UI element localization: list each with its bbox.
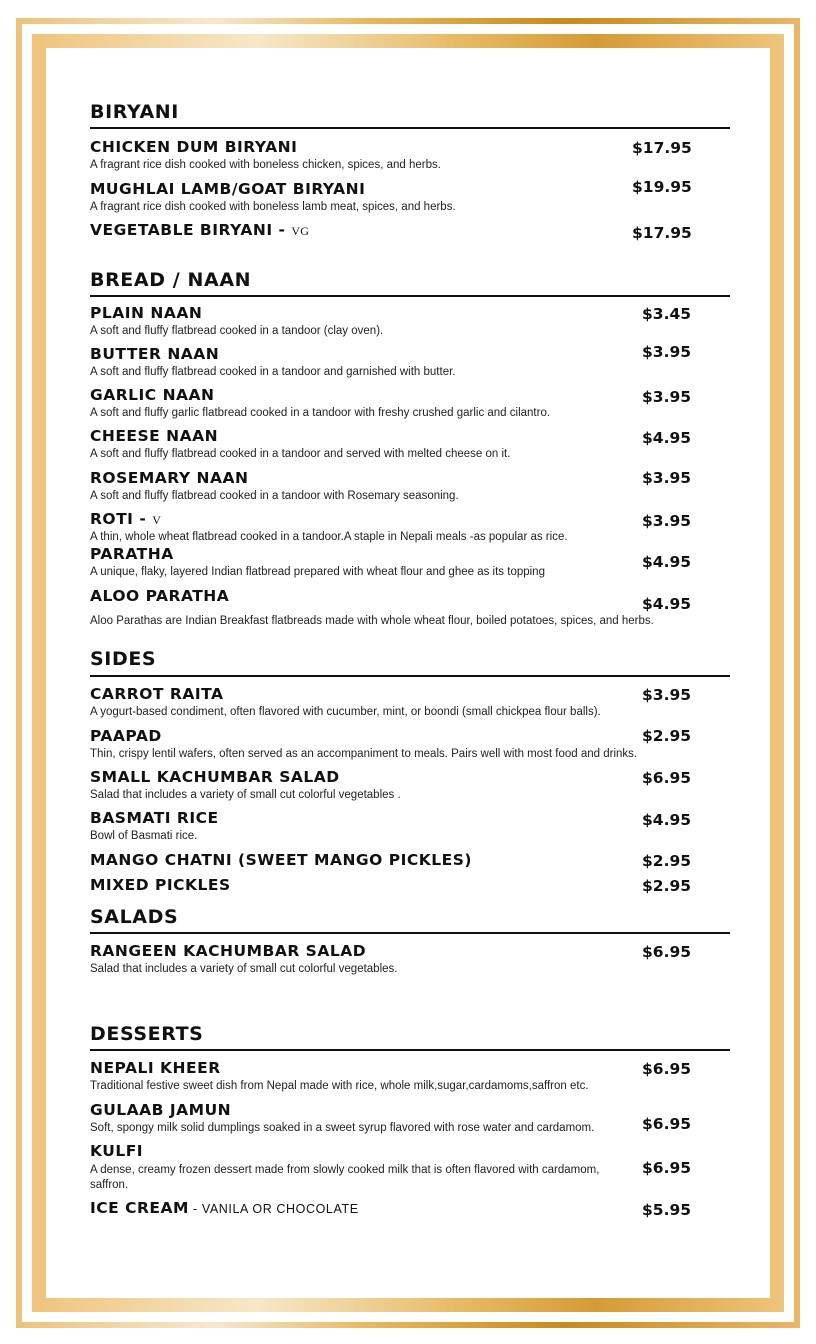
item-desc-rangeen-kachumbar-salad: Salad that includes a variety of small cut colorful vegetables. (90, 963, 398, 975)
section-title-desserts: DESSERTS (90, 1023, 204, 1045)
item-name-rangeen-kachumbar-salad: RANGEEN KACHUMBAR SALAD (90, 942, 367, 960)
item-price-mughlai-lamb-goat-biryani: $19.95 (632, 178, 692, 196)
item-price-rangeen-kachumbar-salad: $6.95 (642, 943, 692, 961)
item-price-rosemary-naan: $3.95 (642, 469, 692, 487)
item-price-cheese-naan: $4.95 (642, 429, 692, 447)
item-name-mango-chatni: MANGO CHATNI (SWEET MANGO PICKLES) (90, 851, 472, 869)
section-divider (90, 127, 730, 129)
item-desc-kulfi: A dense, creamy frozen dessert made from slowly cooked milk that is often flavored with cardamom, saffron. (90, 1164, 600, 1191)
item-desc-mughlai-lamb-goat-biryani: A fragrant rice dish cooked with boneless lamb meat, spices, and herbs. (90, 201, 456, 213)
section-divider (90, 675, 730, 677)
item-price-small-kachumbar-salad: $6.95 (642, 769, 692, 787)
vegetarian-tag: V (152, 513, 162, 527)
item-price-garlic-naan: $3.95 (642, 388, 692, 406)
item-desc-paapad: Thin, crispy lentil wafers, often served as an accompaniment to meals. Pairs well with most food and drinks. (90, 748, 638, 760)
item-price-nepali-kheer: $6.95 (642, 1060, 692, 1078)
item-desc-butter-naan: A soft and fluffy flatbread cooked in a tandoor and garnished with butter. (90, 366, 456, 378)
item-price-roti: $3.95 (642, 512, 692, 530)
item-name-vegetable-biryani (90, 221, 309, 239)
item-name-carrot-raita: CARROT RAITA (90, 685, 224, 703)
item-name-mughlai-lamb-goat-biryani: MUGHLAI LAMB/GOAT BIRYANI (90, 180, 366, 198)
item-price-paratha: $4.95 (642, 553, 692, 571)
item-price-carrot-raita: $3.95 (642, 686, 692, 704)
item-name-butter-naan: BUTTER NAAN (90, 345, 220, 363)
item-desc-paratha: A unique, flaky, layered Indian flatbread prepared with wheat flour and ghee as its topping (90, 566, 545, 578)
item-price-butter-naan: $3.95 (642, 343, 692, 361)
item-name-chicken-dum-biryani: CHICKEN DUM BIRYANI (90, 138, 298, 156)
section-divider (90, 1049, 730, 1051)
item-name-paapad: PAAPAD (90, 727, 162, 745)
item-desc-chicken-dum-biryani: A fragrant rice dish cooked with boneless chicken, spices, and herbs. (90, 159, 441, 171)
item-name-paratha: PARATHA (90, 545, 174, 563)
item-price-mango-chatni: $2.95 (642, 852, 692, 870)
item-desc-carrot-raita: A yogurt-based condiment, often flavored with cucumber, mint, or boondi (small chickpea flour balls). (90, 706, 601, 718)
item-desc-gulaab-jamun: Soft, spongy milk solid dumplings soaked in a sweet syrup flavored with rose water and cardamom. (90, 1122, 595, 1134)
vegan-tag: VG (291, 224, 310, 238)
item-price-ice-cream: $5.95 (642, 1201, 692, 1219)
item-price-basmati-rice: $4.95 (642, 811, 692, 829)
item-price-aloo-paratha: $4.95 (642, 595, 692, 613)
item-name-small-kachumbar-salad: SMALL KACHUMBAR SALAD (90, 768, 340, 786)
item-name-mixed-pickles: MIXED PICKLES (90, 876, 231, 894)
item-desc-garlic-naan: A soft and fluffy garlic flatbread cooked in a tandoor with freshy crushed garlic and cilantro. (90, 407, 551, 419)
item-name-text: ROTI - (90, 510, 153, 528)
item-desc-roti: A thin, whole wheat flatbread cooked in a tandoor.A staple in Nepali meals -as popular as rice. (90, 531, 568, 543)
section-title-sides: SIDES (90, 648, 157, 670)
item-name-plain-naan: PLAIN NAAN (90, 304, 203, 322)
item-name-ice-cream (90, 1199, 359, 1217)
ice-cream-flavors: - VANILA OR CHOCOLATE (188, 1202, 359, 1216)
item-name-nepali-kheer: NEPALI KHEER (90, 1059, 221, 1077)
item-desc-nepali-kheer: Traditional festive sweet dish from Nepal made with rice, whole milk,sugar,cardamoms,saffron etc. (90, 1080, 589, 1092)
item-desc-aloo-paratha: Aloo Parathas are Indian Breakfast flatbreads made with whole wheat flour, boiled potatoes, spices, and herbs. (90, 615, 654, 627)
item-price-mixed-pickles: $2.95 (642, 877, 692, 895)
item-desc-small-kachumbar-salad: Salad that includes a variety of small cut colorful vegetables . (90, 789, 401, 801)
item-name-garlic-naan: GARLIC NAAN (90, 386, 215, 404)
item-desc-cheese-naan: A soft and fluffy flatbread cooked in a tandoor and served with melted cheese on it. (90, 448, 511, 460)
item-name-kulfi: KULFI (90, 1142, 144, 1160)
item-price-gulaab-jamun: $6.95 (642, 1115, 692, 1133)
item-name-roti (90, 510, 161, 528)
item-name-cheese-naan: CHEESE NAAN (90, 427, 219, 445)
item-name-rosemary-naan: ROSEMARY NAAN (90, 469, 249, 487)
section-divider (90, 295, 730, 297)
item-name-text: ICE CREAM (90, 1199, 189, 1217)
item-price-plain-naan: $3.45 (642, 305, 692, 323)
item-price-chicken-dum-biryani: $17.95 (632, 139, 692, 157)
item-price-paapad: $2.95 (642, 727, 692, 745)
item-name-aloo-paratha: ALOO PARATHA (90, 587, 230, 605)
section-divider (90, 932, 730, 934)
item-price-kulfi: $6.95 (642, 1159, 692, 1177)
item-price-vegetable-biryani: $17.95 (632, 224, 692, 242)
section-title-salads: SALADS (90, 906, 179, 928)
section-title-bread-naan: BREAD / NAAN (90, 269, 252, 291)
item-name-text: VEGETABLE BIRYANI - (90, 221, 292, 239)
section-title-biryani: BIRYANI (90, 101, 179, 123)
item-desc-rosemary-naan: A soft and fluffy flatbread cooked in a tandoor with Rosemary seasoning. (90, 490, 459, 502)
item-desc-plain-naan: A soft and fluffy flatbread cooked in a tandoor (clay oven). (90, 325, 384, 337)
item-name-basmati-rice: BASMATI RICE (90, 809, 219, 827)
item-name-gulaab-jamun: GULAAB JAMUN (90, 1101, 232, 1119)
item-desc-basmati-rice: Bowl of Basmati rice. (90, 830, 198, 842)
